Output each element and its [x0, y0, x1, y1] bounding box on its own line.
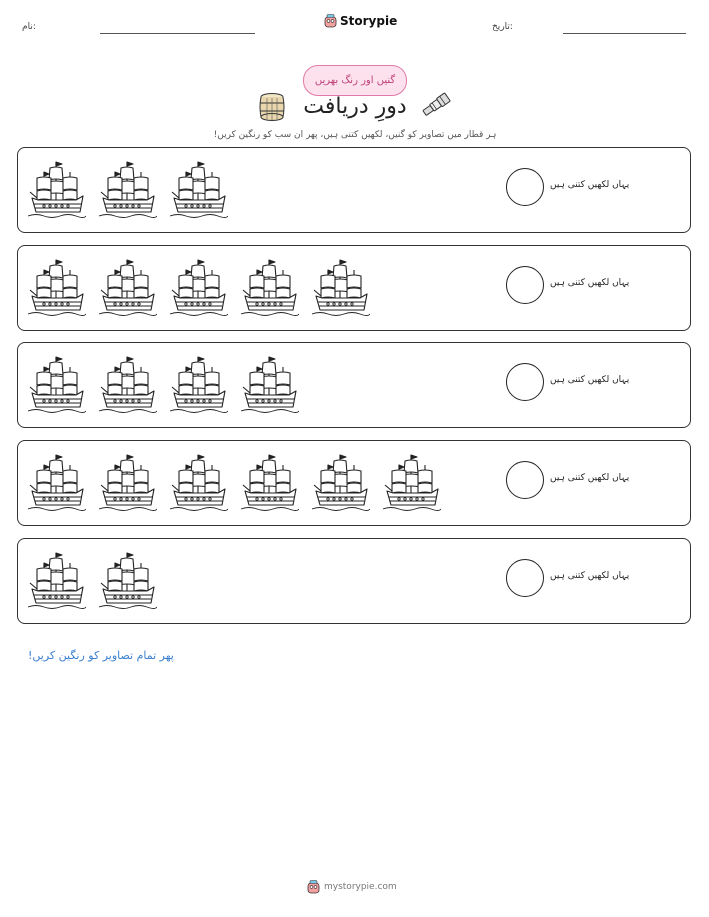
write-label: یہاں لکھیں کتنی ہیں — [550, 571, 630, 581]
sailing-ship-icon[interactable] — [170, 353, 228, 415]
sailing-ship-icon[interactable] — [241, 353, 299, 415]
storypie-mascot-icon — [324, 14, 337, 28]
sailing-ship-icon[interactable] — [28, 451, 86, 513]
barrel-icon — [258, 92, 286, 122]
name-label: نام: — [22, 22, 36, 32]
ship-group — [28, 256, 370, 318]
site-footer — [307, 880, 397, 894]
answer-circle[interactable] — [506, 266, 544, 304]
answer-circle[interactable] — [506, 168, 544, 206]
date-line[interactable] — [563, 33, 686, 34]
sailing-ship-icon[interactable] — [99, 158, 157, 220]
answer-circle[interactable] — [506, 559, 544, 597]
ship-group — [28, 158, 228, 220]
counting-row-4 — [17, 440, 691, 526]
sailing-ship-icon[interactable] — [99, 549, 157, 611]
sailing-ship-icon[interactable] — [28, 256, 86, 318]
page-title: دورِ دریافت — [303, 94, 407, 119]
sailing-ship-icon[interactable] — [241, 451, 299, 513]
brand-name: Storypie — [340, 14, 398, 28]
sailing-ship-icon[interactable] — [312, 451, 370, 513]
counting-row-1 — [17, 147, 691, 233]
sailing-ship-icon[interactable] — [241, 256, 299, 318]
counting-row-5 — [17, 538, 691, 624]
answer-circle[interactable] — [506, 461, 544, 499]
sailing-ship-icon[interactable] — [170, 158, 228, 220]
answer-circle[interactable] — [506, 363, 544, 401]
name-line[interactable] — [100, 33, 255, 34]
sailing-ship-icon[interactable] — [99, 451, 157, 513]
category-badge: گنیں اور رنگ بھریں — [303, 65, 407, 96]
ship-group — [28, 451, 441, 513]
storypie-mascot-icon — [307, 880, 320, 894]
instructions: ہر قطار میں تصاویر کو گنیں، لکھیں کتنی ہیں، پھر ان سب کو رنگین کریں! — [213, 130, 497, 140]
sailing-ship-icon[interactable] — [28, 549, 86, 611]
ship-group — [28, 549, 157, 611]
sailing-ship-icon[interactable] — [99, 353, 157, 415]
sailing-ship-icon[interactable] — [99, 256, 157, 318]
write-label: یہاں لکھیں کتنی ہیں — [550, 375, 630, 385]
site-url: mystorypie.com — [324, 882, 397, 892]
write-label: یہاں لکھیں کتنی ہیں — [550, 278, 630, 288]
sailing-ship-icon[interactable] — [383, 451, 441, 513]
date-label: تاریخ: — [492, 22, 513, 32]
brand-logo — [324, 14, 397, 28]
counting-row-2 — [17, 245, 691, 331]
ship-group — [28, 353, 299, 415]
sailing-ship-icon[interactable] — [170, 256, 228, 318]
sailing-ship-icon[interactable] — [28, 158, 86, 220]
spyglass-icon — [420, 92, 452, 118]
sailing-ship-icon[interactable] — [170, 451, 228, 513]
write-label: یہاں لکھیں کتنی ہیں — [550, 473, 630, 483]
sailing-ship-icon[interactable] — [312, 256, 370, 318]
sailing-ship-icon[interactable] — [28, 353, 86, 415]
counting-row-3 — [17, 342, 691, 428]
footer-note: پھر تمام تصاویر کو رنگین کریں! — [28, 649, 174, 662]
write-label: یہاں لکھیں کتنی ہیں — [550, 180, 630, 190]
